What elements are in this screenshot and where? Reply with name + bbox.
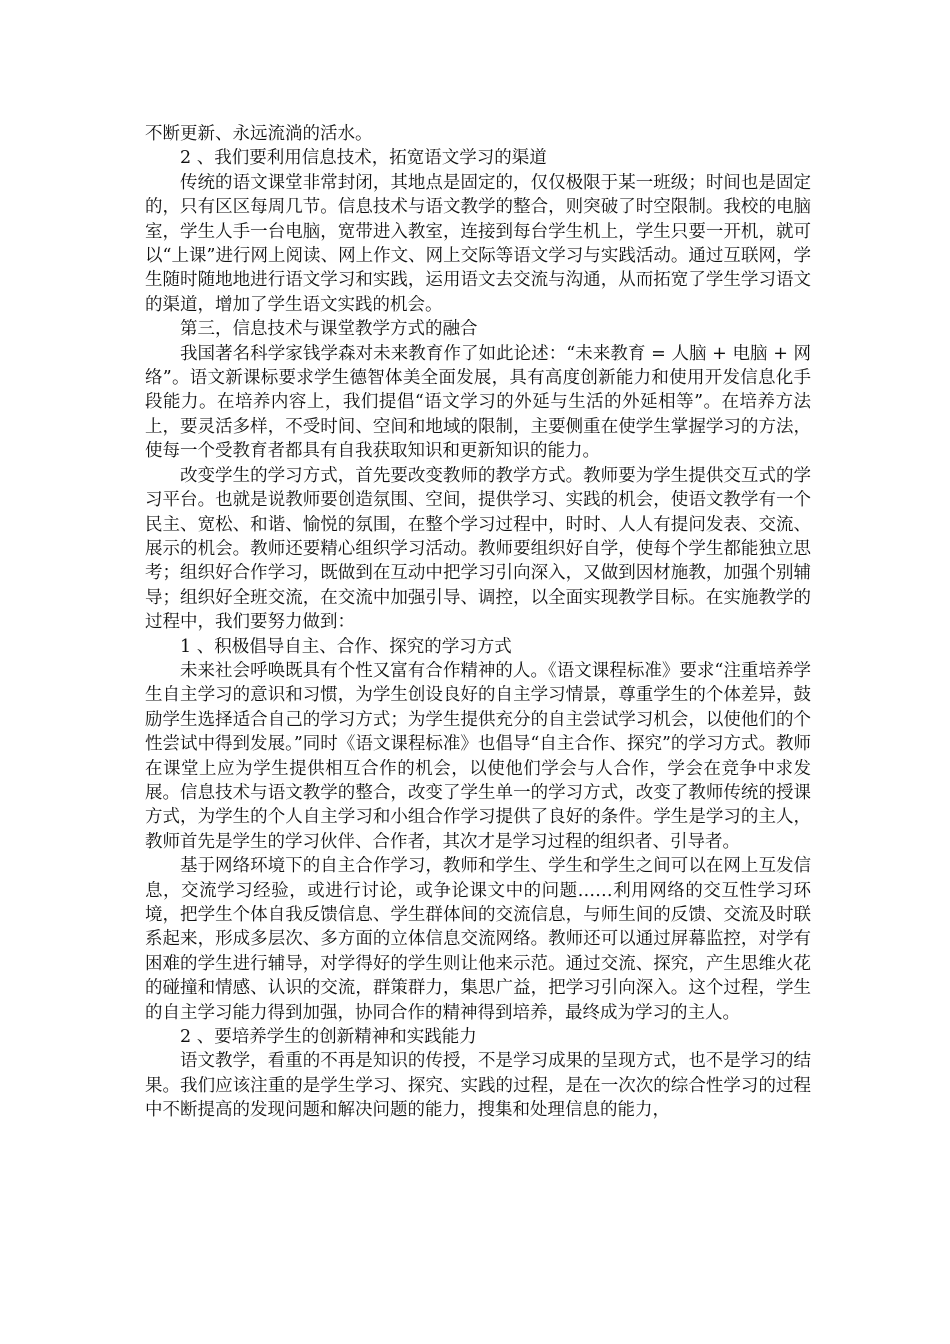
document-page <box>145 122 811 1123</box>
section-heading: 2 、要培养学生的创新精神和实践能力 <box>180 1027 477 1048</box>
body-paragraph: 改变学生的学习方式，首先要改变教师的教学方式。教师要为学生提供交互式的学习平台。也就是说教师要创造氛围、空间，提供学习、实践的机会，使语文教学有一个民主、宽松、和谐、愉悦的氛围，在整个学习过程中，时时、人人有提问发表、交流、展示的机会。教师还要精心组织学习活动。教师要组织好自学，使每个学生都能独立思考；组织好合作学习，既做到在互动中把学习引向深入，又做到因材施教，加强个别辅导；组织好全班交流，在交流中加强引导、调控，以全面实现教学目标。在实施教学的过程中，我们要努力做到： <box>145 465 811 633</box>
paragraph-continued: 不断更新、永远流淌的活水。 <box>145 124 373 144</box>
section-heading: 2 、我们要利用信息技术，拓宽语文学习的渠道 <box>180 148 547 169</box>
body-paragraph: 传统的语文课堂非常封闭，其地点是固定的，仅仅极限于某一班级；时间也是固定的，只有区区每周几节。信息技术与语文教学的整合，则突破了时空限制。我校的电脑室，学生人手一台电脑，宽带进入教室，连接到每台学生机上，学生只要一开机，就可以“上课”进行网上阅读、网上作文、网上交际等语文学习与实践活动。通过互联网，学生随时随地地进行语文学习和实践，运用语文去交流与沟通，从而拓宽了学生学习语文的渠道，增加了学生语文实践的机会。 <box>145 172 811 315</box>
body-paragraph: 我国著名科学家钱学森对未来教育作了如此论述：“未来教育 = 人脑 + 电脑 + 网络”。语文新课标要求学生德智体美全面发展，具有高度创新能力和使用开发信息化手段能力。在培养内容上，我们提倡“语文学习的外延与生活的外延相等”。在培养方法上，要灵活多样，不受时间、空间和地域的限制，主要侧重在使学生掌握学习的方法，使每一个受教育者都具有自我获取知识和更新知识的能力。 <box>145 343 811 462</box>
body-paragraph: 基于网络环境下的自主合作学习，教师和学生、学生和学生之间可以在网上互发信息，交流学习经验，或进行讨论，或争论课文中的问题……利用网络的交互性学习环境，把学生个体自我反馈信息、学生群体间的交流信息，与师生间的反馈、交流及时联系起来，形成多层次、多方面的立体信息交流网络。教师还可以通过屏幕监控，对学有困难的学生进行辅导，对学得好的学生则让他来示范。通过交流、探究，产生思维火花的碰撞和情感、认识的交流，群策群力，集思广益，把学习引向深入。这个过程，学生的自主学习能力得到加强，协同合作的精神得到培养，最终成为学习的主人。 <box>145 856 811 1023</box>
body-paragraph: 未来社会呼唤既具有个性又富有合作精神的人。《语文课程标准》要求“注重培养学生自主学习的意识和习惯，为学生创设良好的自主学习情景，尊重学生的个体差异，鼓励学生选择适合自己的学习方式；为学生提供充分的自主尝试学习机会，以使他们的个性尝试中得到发展。”同时《语文课程标准》也倡导“自主合作、探究”的学习方式。教师在课堂上应为学生提供相互合作的机会，以使他们学会与人合作，学会在竞争中求发展。信息技术与语文教学的整合，改变了学生单一的学习方式，改变了教师传统的授课方式，为学生的个人自主学习和小组合作学习提供了良好的条件。学生是学习的主人，教师首先是学生的学习伙伴、合作者，其次才是学习过程的组织者、引导者。 <box>145 660 811 852</box>
body-paragraph: 语文教学，看重的不再是知识的传授，不是学习成果的呈现方式，也不是学习的结果。我们应该注重的是学生学习、探究、实践的过程，是在一次次的综合性学习的过程中不断提高的发现问题和解决问题的能力，搜集和处理信息的能力， <box>145 1051 811 1121</box>
section-heading: 第三，信息技术与课堂教学方式的融合 <box>180 319 478 340</box>
section-heading: 1 、积极倡导自主、合作、探究的学习方式 <box>180 636 512 657</box>
